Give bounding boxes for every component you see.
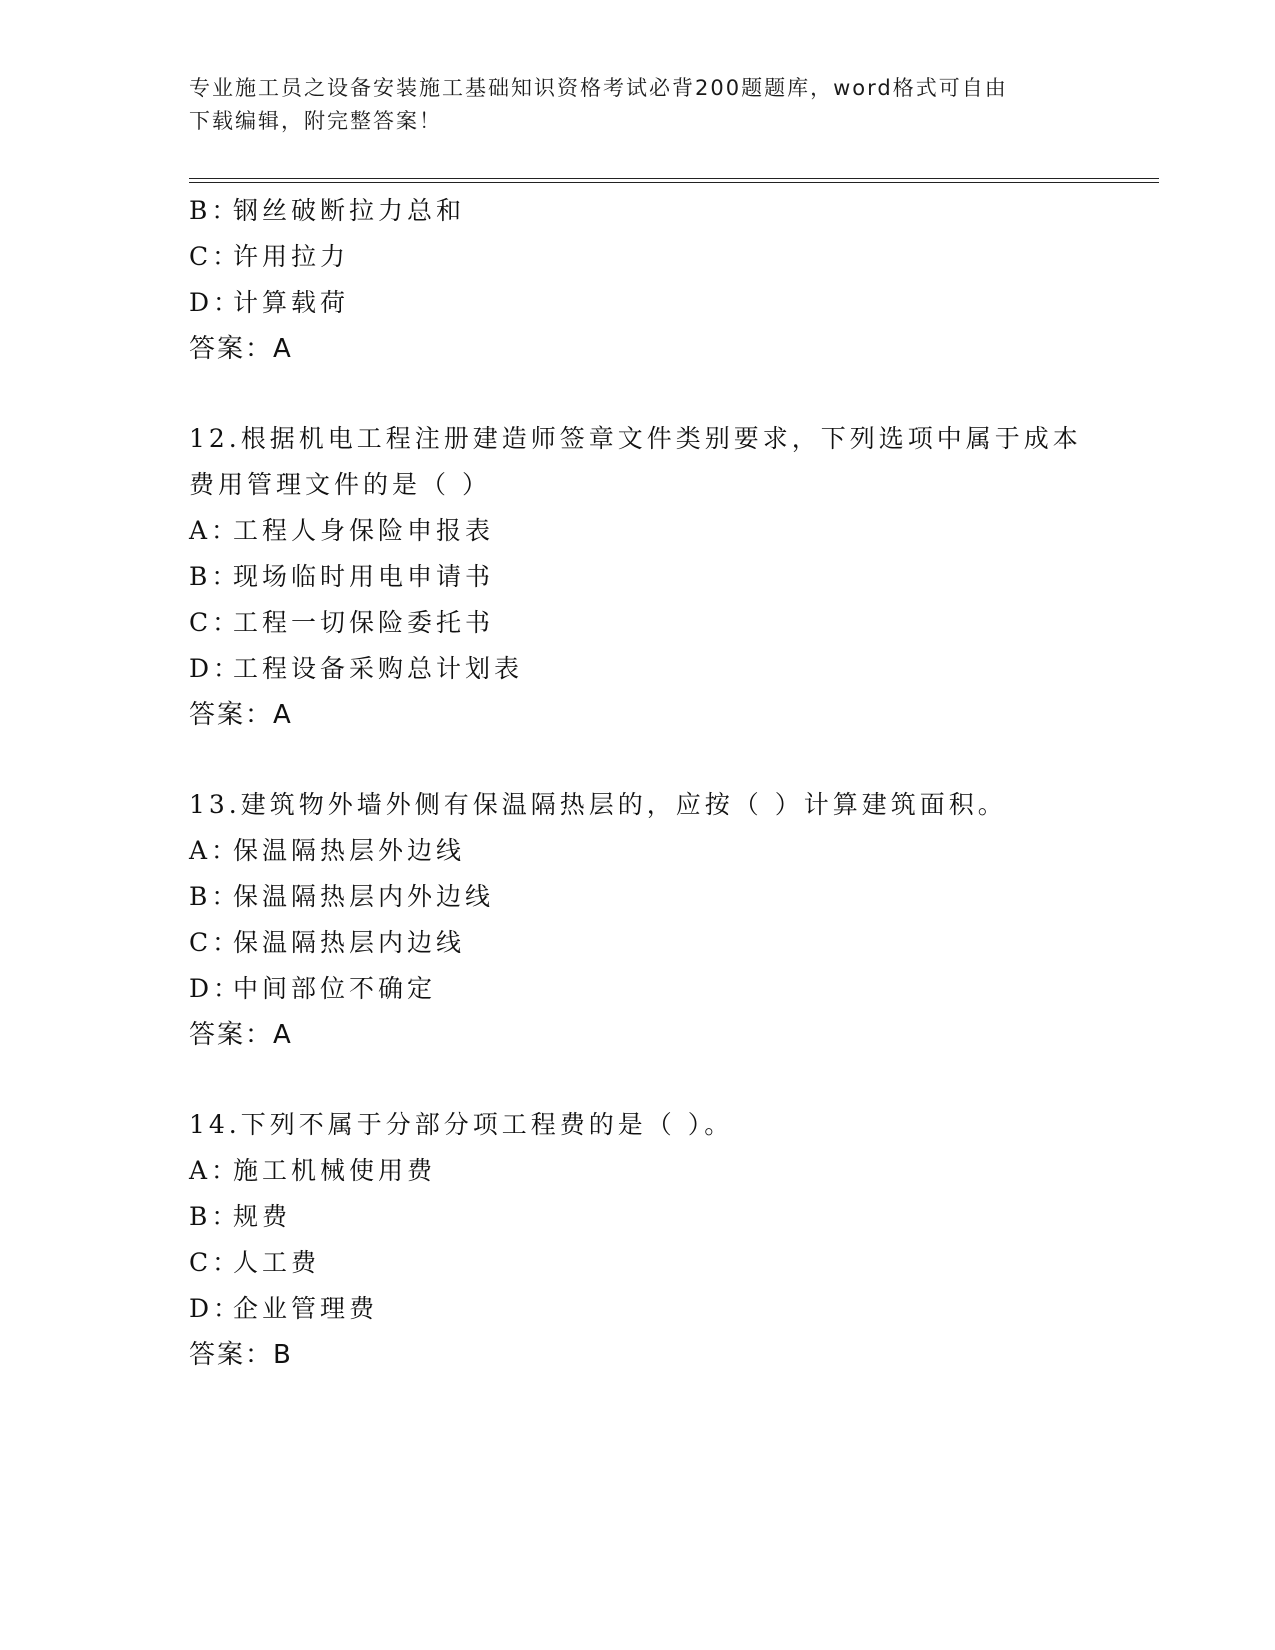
option-c bbox=[189, 234, 1089, 280]
option-text: 企业管理费 bbox=[233, 1294, 379, 1323]
option-a bbox=[189, 828, 1089, 874]
option-key: D： bbox=[189, 654, 243, 683]
option-b bbox=[189, 874, 1089, 920]
option-key: D： bbox=[189, 974, 243, 1003]
header-divider bbox=[189, 178, 1159, 183]
option-c bbox=[189, 600, 1089, 646]
option-key: B： bbox=[189, 196, 241, 225]
option-a bbox=[189, 1148, 1089, 1194]
option-text: 钢丝破断拉力总和 bbox=[233, 196, 466, 225]
answer-line: 答案：A bbox=[189, 334, 293, 364]
option-key: D： bbox=[189, 1294, 243, 1323]
option-b bbox=[189, 188, 1089, 234]
question-list bbox=[189, 188, 1089, 1378]
question-stem-line-1: 12.根据机电工程注册建造师签章文件类别要求，下列选项中属于成本 bbox=[189, 424, 1082, 453]
question-stem: 14.下列不属于分部分项工程费的是（ ）。 bbox=[189, 1110, 734, 1139]
option-text: 工程人身保险申报表 bbox=[233, 516, 495, 545]
option-text: 保温隔热层内外边线 bbox=[233, 882, 495, 911]
option-text: 中间部位不确定 bbox=[233, 974, 437, 1003]
option-d bbox=[189, 966, 1089, 1012]
question-11-tail bbox=[189, 188, 1089, 372]
option-key: A： bbox=[189, 516, 241, 545]
option-text: 工程设备采购总计划表 bbox=[233, 654, 524, 683]
spacer bbox=[189, 1058, 1089, 1102]
option-key: C： bbox=[189, 928, 242, 957]
answer-line: 答案：A bbox=[189, 700, 293, 730]
question-13 bbox=[189, 782, 1089, 1058]
option-c bbox=[189, 920, 1089, 966]
option-b bbox=[189, 554, 1089, 600]
option-d bbox=[189, 646, 1089, 692]
option-text: 规费 bbox=[233, 1202, 292, 1231]
option-key: A： bbox=[189, 1156, 241, 1185]
spacer bbox=[189, 738, 1089, 782]
header-line-1: 专业施工员之设备安装施工基础知识资格考试必背200题题库，word格式可自由 bbox=[189, 76, 1008, 100]
option-key: B： bbox=[189, 562, 241, 591]
option-text: 工程一切保险委托书 bbox=[233, 608, 495, 637]
question-12 bbox=[189, 416, 1089, 738]
option-text: 施工机械使用费 bbox=[233, 1156, 437, 1185]
option-key: A： bbox=[189, 836, 241, 865]
spacer bbox=[189, 372, 1089, 416]
option-text: 人工费 bbox=[233, 1248, 321, 1277]
document-header bbox=[189, 72, 1089, 138]
question-14 bbox=[189, 1102, 1089, 1378]
question-stem: 13.建筑物外墙外侧有保温隔热层的，应按（ ）计算建筑面积。 bbox=[189, 790, 1007, 819]
option-text: 保温隔热层外边线 bbox=[233, 836, 466, 865]
option-key: B： bbox=[189, 882, 241, 911]
option-key: C： bbox=[189, 242, 242, 271]
option-key: B： bbox=[189, 1202, 241, 1231]
answer-line: 答案：A bbox=[189, 1020, 293, 1050]
option-text: 现场临时用电申请书 bbox=[233, 562, 495, 591]
option-b bbox=[189, 1194, 1089, 1240]
option-text: 许用拉力 bbox=[233, 242, 350, 271]
option-text: 保温隔热层内边线 bbox=[233, 928, 466, 957]
header-line-2: 下载编辑，附完整答案！ bbox=[189, 109, 442, 133]
option-key: C： bbox=[189, 608, 242, 637]
option-d bbox=[189, 280, 1089, 326]
option-key: D： bbox=[189, 288, 243, 317]
question-stem-line-2: 费用管理文件的是（ ） bbox=[189, 470, 491, 499]
option-text: 计算载荷 bbox=[233, 288, 350, 317]
option-c bbox=[189, 1240, 1089, 1286]
option-d bbox=[189, 1286, 1089, 1332]
answer-line: 答案：B bbox=[189, 1340, 293, 1370]
option-a bbox=[189, 508, 1089, 554]
option-key: C： bbox=[189, 1248, 242, 1277]
